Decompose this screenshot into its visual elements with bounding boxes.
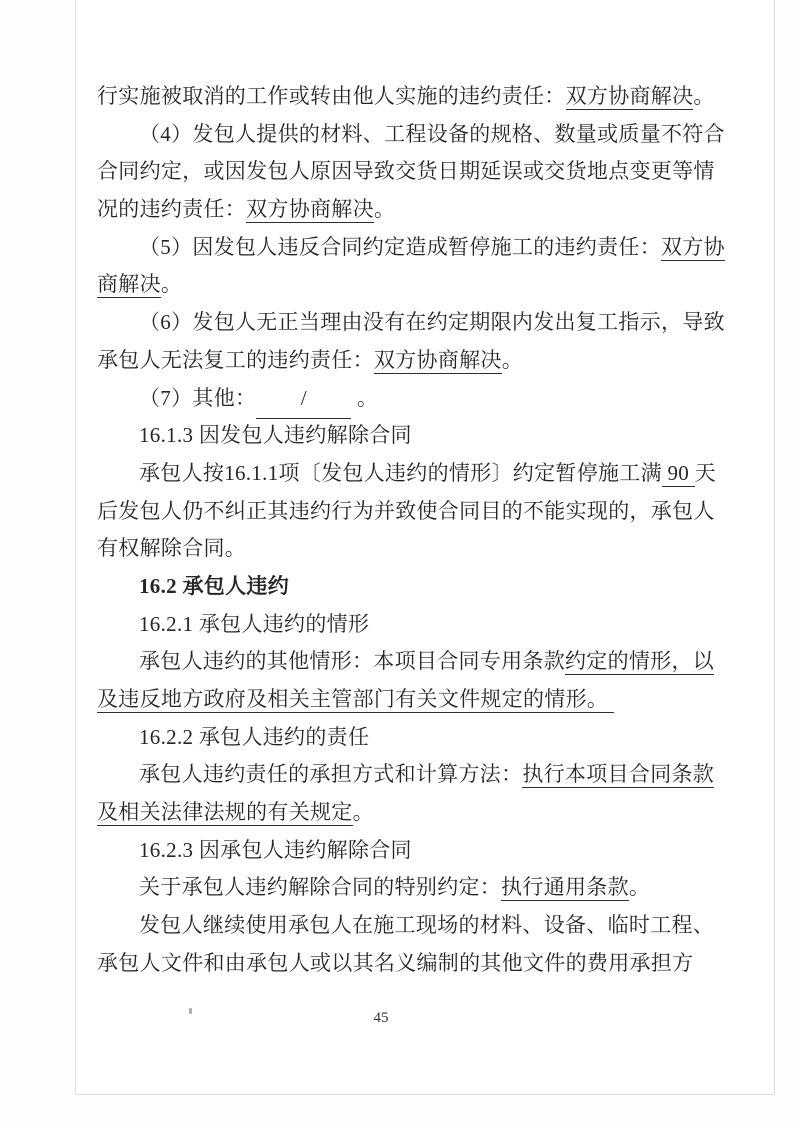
line-item5-1 [97, 229, 725, 267]
text-segment: 承包人违约责任的承担方式和计算方法： [139, 762, 523, 787]
filled-in-value: 双方协 [661, 234, 725, 259]
text-segment: 。 [351, 385, 379, 410]
filled-in-value: 90 [661, 460, 695, 485]
text-segment: 合同约定，或因发包人原因导致交货日期延误或交货地点变更等情 [97, 159, 715, 184]
line-item4-1 [97, 116, 725, 154]
text-segment: 16.1.3 因发包人违约解除合同 [139, 423, 412, 448]
text-segment: 后发包人仍不纠正其违约行为并致使合同目的不能实现的，承包人 [97, 498, 715, 523]
filled-in-value: 约定的情形，以 [565, 649, 715, 674]
filled-in-value: 执行通用条款 [501, 875, 629, 900]
filled-in-value: 双方协商解决 [246, 197, 374, 222]
line-16-2-2-body-1 [97, 756, 715, 794]
page-number: 45 [373, 1010, 389, 1026]
text-segment: 。 [693, 84, 715, 108]
filled-in-value: 执行本项目合同条款 [522, 762, 715, 787]
line-16-2-1-body-1 [97, 643, 715, 681]
text-segment: 关于承包人违约解除合同的特别约定： [139, 875, 502, 900]
text-segment: 16.2.3 因承包人违约解除合同 [139, 837, 412, 862]
line-16-2-1-body-2 [97, 681, 697, 719]
line-item7 [97, 380, 697, 418]
text-segment: 发包人继续使用承包人在施工现场的材料、设备、临时工程、 [139, 913, 715, 938]
text-segment: 16.2 承包人违约 [139, 573, 289, 598]
text-segment: 。 [352, 800, 374, 825]
line-16-2-3-body-3 [97, 945, 697, 983]
heading-16-1-3 [97, 417, 697, 455]
text-segment: 。 [501, 347, 524, 372]
filled-in-value: 及违反地方政府及相关主管部门有关文件规定的情形。 [97, 687, 614, 711]
line-16-2-3-body-1 [97, 869, 697, 907]
filled-in-value: 双方协商解决 [373, 347, 502, 372]
text-segment: 。 [373, 197, 396, 222]
line-item4-3 [97, 191, 697, 229]
filled-in-value: / [256, 380, 351, 420]
filled-in-value: 商解决 [97, 272, 161, 297]
line-item5-2 [97, 266, 697, 304]
text-segment: （5）因发包人违反合同约定造成暂停施工的违约责任： [139, 234, 661, 259]
text-segment: （6）发包人无正当理由没有在约定期限内发出复工指示，导致 [139, 310, 725, 335]
text-segment: （7）其他： [139, 385, 257, 410]
line-16-1-3-body-2 [97, 493, 715, 531]
line-16-2-2-body-2 [97, 794, 697, 832]
heading-16-2-1 [97, 606, 697, 644]
heading-16-2 [97, 568, 697, 606]
text-segment: 天 [694, 460, 716, 485]
text-segment: 。 [160, 272, 183, 297]
text-segment: 承包人文件和由承包人或以其名义编制的其他文件的费用承担方 [97, 950, 694, 975]
text-segment: （4）发包人提供的材料、工程设备的规格、数量或质量不符合 [139, 121, 725, 146]
text-segment: 。 [628, 875, 651, 900]
filled-in-value: 双方协商解决 [565, 84, 694, 108]
line-16-1-3-body-1 [97, 455, 716, 493]
filled-in-value: 及相关法律法规的有关规定 [97, 800, 353, 825]
text-segment: 行实施被取消的工作或转由他人实施的违约责任： [97, 84, 566, 108]
text-segment: 有权解除合同。 [97, 536, 247, 561]
text-segment: 承包人违约的其他情形：本项目合同专用条款 [139, 649, 565, 674]
text-segment: 16.2.2 承包人违约的责任 [139, 724, 370, 749]
heading-16-2-2 [97, 719, 697, 757]
line-16-1-3-body-3 [97, 530, 697, 568]
document-body [97, 78, 725, 983]
line-item6-1 [97, 304, 725, 342]
text-segment: 16.2.1 承包人违约的情形 [139, 611, 370, 636]
text-segment: 承包人无法复工的违约责任： [97, 347, 374, 372]
heading-16-2-3 [97, 832, 697, 870]
text-segment: 承包人按16.1.1项〔发包人违约的情形〕约定暂停施工满 [139, 460, 662, 485]
line-16-2-3-body-2 [97, 907, 715, 945]
line-breach-carryover [97, 78, 715, 116]
line-item6-2 [97, 342, 697, 380]
text-segment: 况的违约责任： [97, 197, 247, 222]
line-item4-2 [97, 153, 715, 191]
